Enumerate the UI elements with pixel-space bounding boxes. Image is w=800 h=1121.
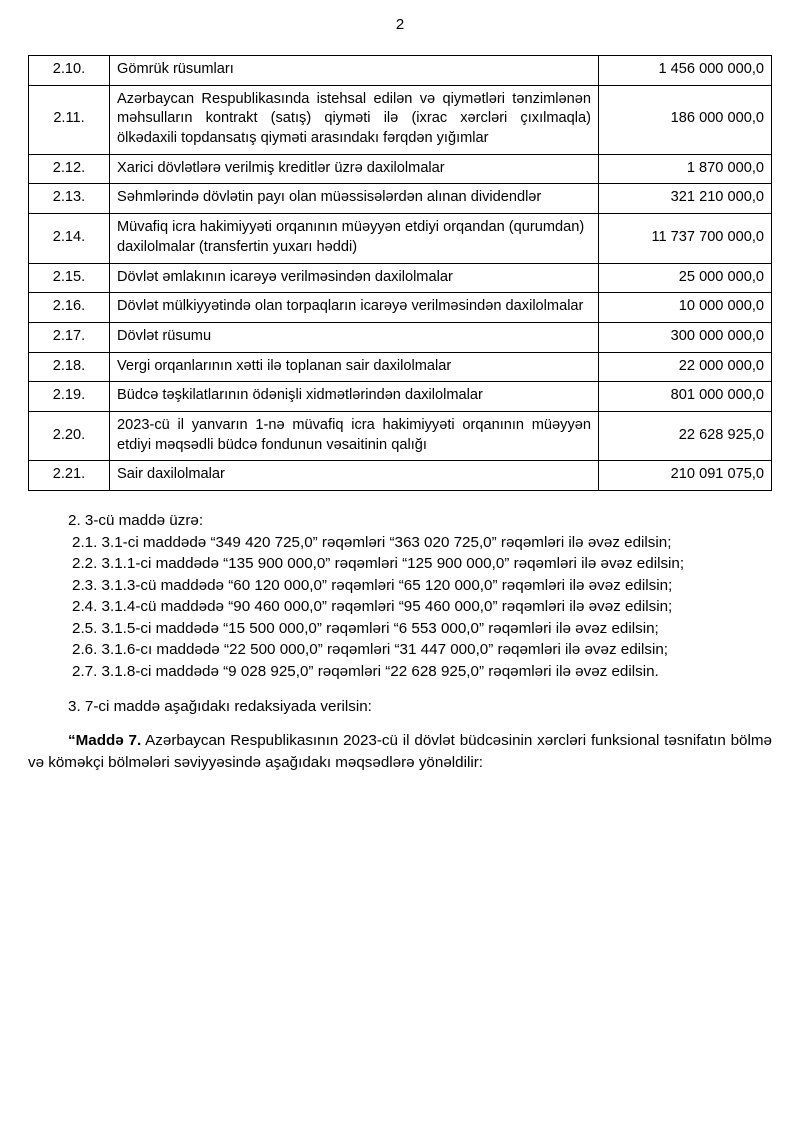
article-7-title: “Maddə 7.: [68, 732, 142, 750]
row-number: 2.20.: [29, 411, 110, 460]
row-description: Dövlət əmlakının icarəyə verilməsindən daxilolmalar: [110, 263, 599, 293]
row-number: 2.15.: [29, 263, 110, 293]
row-description: Xarici dövlətlərə verilmiş kreditlər üzrə daxilolmalar: [110, 154, 599, 184]
table-row: [29, 214, 772, 263]
row-number: 2.11.: [29, 85, 110, 154]
table-row: [29, 382, 772, 412]
budget-revenue-table: [28, 55, 772, 491]
table-row: [29, 56, 772, 86]
section-3-block: [28, 696, 772, 774]
row-amount: 10 000 000,0: [599, 293, 772, 323]
row-number: 2.18.: [29, 352, 110, 382]
section-2-item: 2.1. 3.1-ci maddədə “349 420 725,0” rəqəmləri “363 020 725,0” rəqəmləri ilə əvəz edilsin;: [72, 533, 672, 551]
section-2-item: 2.4. 3.1.4-cü maddədə “90 460 000,0” rəqəmləri “95 460 000,0” rəqəmləri ilə əvəz edilsin;: [72, 598, 673, 616]
section-2-heading: 2. 3-cü maddə üzrə:: [68, 512, 204, 529]
row-number: 2.16.: [29, 293, 110, 323]
row-amount: 321 210 000,0: [599, 184, 772, 214]
row-description: Sair daxilolmalar: [110, 461, 599, 491]
row-amount: 210 091 075,0: [599, 461, 772, 491]
row-number: 2.10.: [29, 56, 110, 86]
article-7-text: Azərbaycan Respublikasının 2023-cü il dövlət büdcəsinin xərcləri funksional təsnifatın bölmə və köməkçi bölmələri səviyyəsində aşağıdakı məqsədlərə yönəldilir:: [28, 732, 772, 771]
row-description: Dövlət mülkiyyətində olan torpaqların icarəyə verilməsindən daxilolmalar: [110, 293, 599, 323]
article-7-paragraph: [28, 730, 772, 773]
table-row: [29, 293, 772, 323]
table-row: [29, 154, 772, 184]
row-description: Azərbaycan Respublikasında istehsal edilən və qiymətləri tənzimlənən məhsulların kontrakt (satış) qiyməti ilə (ixrac xərcləri çıxılmaqla) ölkədaxili topdansatış qiyməti arasındakı fərqdən yığımlar: [110, 85, 599, 154]
row-number: 2.19.: [29, 382, 110, 412]
row-number: 2.12.: [29, 154, 110, 184]
row-amount: 300 000 000,0: [599, 322, 772, 352]
table-row: [29, 322, 772, 352]
row-description: Səhmlərində dövlətin payı olan müəssisələrdən alınan dividendlər: [110, 184, 599, 214]
table-row: [29, 263, 772, 293]
row-description: Vergi orqanlarının xətti ilə toplanan sair daxilolmalar: [110, 352, 599, 382]
section-2-item: 2.2. 3.1.1-ci maddədə “135 900 000,0” rəqəmləri “125 900 000,0” rəqəmləri ilə əvəz edilsin;: [72, 555, 685, 573]
section-2-item: 2.7. 3.1.8-ci maddədə “9 028 925,0” rəqəmləri “22 628 925,0” rəqəmləri ilə əvəz edilsin.: [72, 663, 659, 681]
section-2-item: 2.3. 3.1.3-cü maddədə “60 120 000,0” rəqəmləri “65 120 000,0” rəqəmləri ilə əvəz edilsin;: [72, 576, 673, 594]
spacer: [28, 683, 772, 696]
table-row: [29, 461, 772, 491]
row-description: Dövlət rüsumu: [110, 322, 599, 352]
row-amount: 801 000 000,0: [599, 382, 772, 412]
section-2-item: 2.5. 3.1.5-ci maddədə “15 500 000,0” rəqəmləri “6 553 000,0” rəqəmləri ilə əvəz edilsin;: [72, 619, 659, 637]
table-row: [29, 184, 772, 214]
table-row: [29, 411, 772, 460]
table-body: [29, 56, 772, 491]
row-amount: 11 737 700 000,0: [599, 214, 772, 263]
section-3-heading: 3. 7-ci maddə aşağıdakı redaksiyada verilsin:: [68, 697, 372, 715]
row-description: Gömrük rüsumları: [110, 56, 599, 86]
row-amount: 1 870 000,0: [599, 154, 772, 184]
table-row: [29, 352, 772, 382]
table-row: [29, 85, 772, 154]
row-number: 2.17.: [29, 322, 110, 352]
page-number: 2: [395, 16, 405, 33]
row-amount: 22 000 000,0: [599, 352, 772, 382]
row-number: 2.21.: [29, 461, 110, 491]
row-number: 2.13.: [29, 184, 110, 214]
row-description: Büdcə təşkilatlarının ödənişli xidmətlərindən daxilolmalar: [110, 382, 599, 412]
row-description: 2023-cü il yanvarın 1-nə müvafiq icra hakimiyyəti orqanının müəyyən etdiyi məqsədli büdcə fondunun vəsaitinin qalığı: [110, 411, 599, 460]
spacer: [28, 717, 772, 730]
section-2-block: [28, 510, 772, 683]
spacer: [28, 491, 772, 510]
row-amount: 22 628 925,0: [599, 411, 772, 460]
row-description: Müvafiq icra hakimiyyəti orqanının müəyyən etdiyi orqandan (qurumdan) daxilolmalar (transfertin yuxarı həddi): [110, 214, 599, 263]
row-amount: 25 000 000,0: [599, 263, 772, 293]
section-2-item: 2.6. 3.1.6-cı maddədə “22 500 000,0” rəqəmləri “31 447 000,0” rəqəmləri ilə əvəz edilsin;: [72, 641, 669, 659]
row-amount: 186 000 000,0: [599, 85, 772, 154]
row-amount: 1 456 000 000,0: [599, 56, 772, 86]
row-number: 2.14.: [29, 214, 110, 263]
